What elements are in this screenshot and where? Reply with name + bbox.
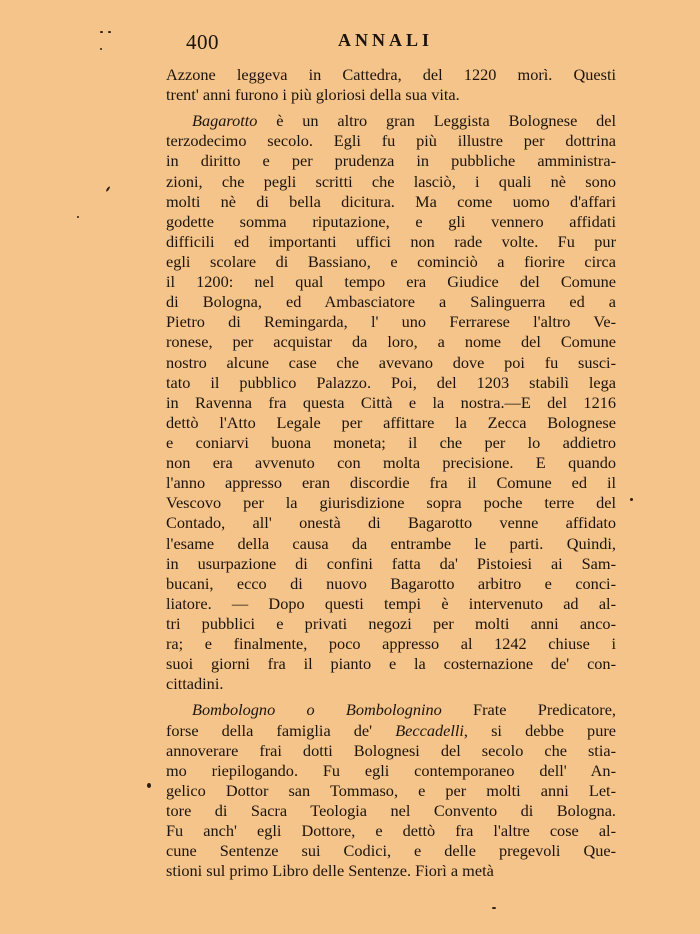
text-line: Bagarotto è un altro gran Leggista Bolognese del — [192, 111, 616, 131]
body-text — [166, 65, 616, 881]
text-line: nostro alcune case che avevano dove poi fu susci- — [166, 352, 616, 372]
text-line: egli scolare di Bassiano, e cominciò a fiorire circa — [166, 251, 616, 271]
ink-speck — [100, 31, 103, 33]
text-line: Vescovo per la giurisdizione sopra poche terre del — [166, 493, 616, 513]
text-line: bucani, ecco di nuovo Bagarotto arbitro e conci- — [166, 573, 616, 593]
text-line: annoverare frai dotti Bolognesi del secolo che stia- — [166, 740, 616, 760]
text-line: non era avvenuto con molta precisione. E quando — [166, 453, 616, 473]
text-line: cittadini. — [166, 674, 224, 694]
ink-speck — [108, 31, 111, 33]
ink-speck — [630, 498, 633, 501]
text-line: Azzone leggeva in Cattedra, del 1220 morì. Questi — [166, 65, 616, 84]
text-line: difficili ed importanti uffici non rade volte. Fu pur — [166, 231, 616, 251]
text-line: terzodecimo secolo. Egli fu più illustre per dottrina — [166, 131, 616, 151]
text-line: gelico Dottor san Tommaso, e per molti anni Let- — [166, 780, 616, 800]
text-line: tato il pubblico Palazzo. Poi, del 1203 stabilì lega — [166, 372, 616, 392]
text-line: Bombologno o Bombolognino Frate Predicatore, — [192, 700, 616, 720]
text-line: stioni sul primo Libro delle Sentenze. Fiorì a metà — [166, 861, 494, 881]
italic-name: Bagarotto — [192, 111, 258, 131]
text-line: tore di Sacra Teologia nel Convento di Bologna. — [166, 800, 616, 820]
text-line: il 1200: nel qual tempo era Giudice del Comune — [166, 272, 616, 292]
text-line: in usurpazione di confini fatta da' Pistoiesi ai Sam- — [166, 553, 616, 573]
text-line: liatore. — Dopo questi tempi è intervenuto ad al- — [166, 593, 616, 613]
text-line: Fu anch' egli Dottore, e dettò fra l'altre cose al- — [166, 821, 616, 841]
text-line: cune Sentenze sui Codici, e delle pregevoli Que- — [166, 841, 616, 861]
text-line: godette somma riputazione, e gli vennero affidati — [166, 211, 616, 231]
text-line: trent' anni furono i più gloriosi della sua vita. — [166, 85, 460, 105]
text-line: suoi giorni fra il pianto e la costernazione de' con- — [166, 654, 616, 674]
text-line: forse della famiglia de' Beccadelli, si debbe pure — [166, 720, 616, 740]
text-line: tri pubblici e privati negozi per molti anni anco- — [166, 613, 616, 633]
ink-speck — [492, 907, 496, 909]
text-line: molti nè di bella dicitura. Ma come uomo d'affari — [166, 191, 616, 211]
ink-speck — [105, 186, 110, 192]
ink-speck — [100, 48, 102, 50]
page-header — [0, 30, 700, 56]
text-line: di Bologna, ed Ambasciatore a Salinguerra ed a — [166, 292, 616, 312]
italic-name: Beccadelli — [395, 720, 464, 740]
text-line: Contado, all' onestà di Bagarotto venne affidato — [166, 513, 616, 533]
text-line: e coniarvi buona moneta; il che per lo addietro — [166, 432, 616, 452]
page-number: 400 — [186, 30, 219, 54]
text-line: mo riepilogando. Fu egli contemporaneo dell' An- — [166, 760, 616, 780]
text-line: zioni, che pegli scritti che lasciò, i quali nè sono — [166, 171, 616, 191]
text-line: l'anno appresso eran discordie fra il Comune ed il — [166, 473, 616, 493]
running-title: ANNALI — [338, 30, 434, 50]
text-line: in Ravenna fra questa Città e la nostra.—E del 1216 — [166, 392, 616, 412]
text-line: dettò l'Atto Legale per affittare la Zecca Bolognese — [166, 412, 616, 432]
text-line: ronese, per acquistar da loro, a nome del Comune — [166, 332, 616, 352]
italic-name: Bombologno o Bombolognino — [192, 700, 442, 720]
text-line: ra; e finalmente, poco appresso al 1242 chiuse i — [166, 634, 616, 654]
text-line: l'esame della causa da entrambe le parti. Quindi, — [166, 533, 616, 553]
text-line: Pietro di Remingarda, l' uno Ferrarese l'altro Ve- — [166, 312, 616, 332]
ink-speck — [147, 783, 151, 788]
text-line: in diritto e per prudenza in pubbliche amministra- — [166, 151, 616, 171]
ink-speck — [77, 216, 79, 218]
